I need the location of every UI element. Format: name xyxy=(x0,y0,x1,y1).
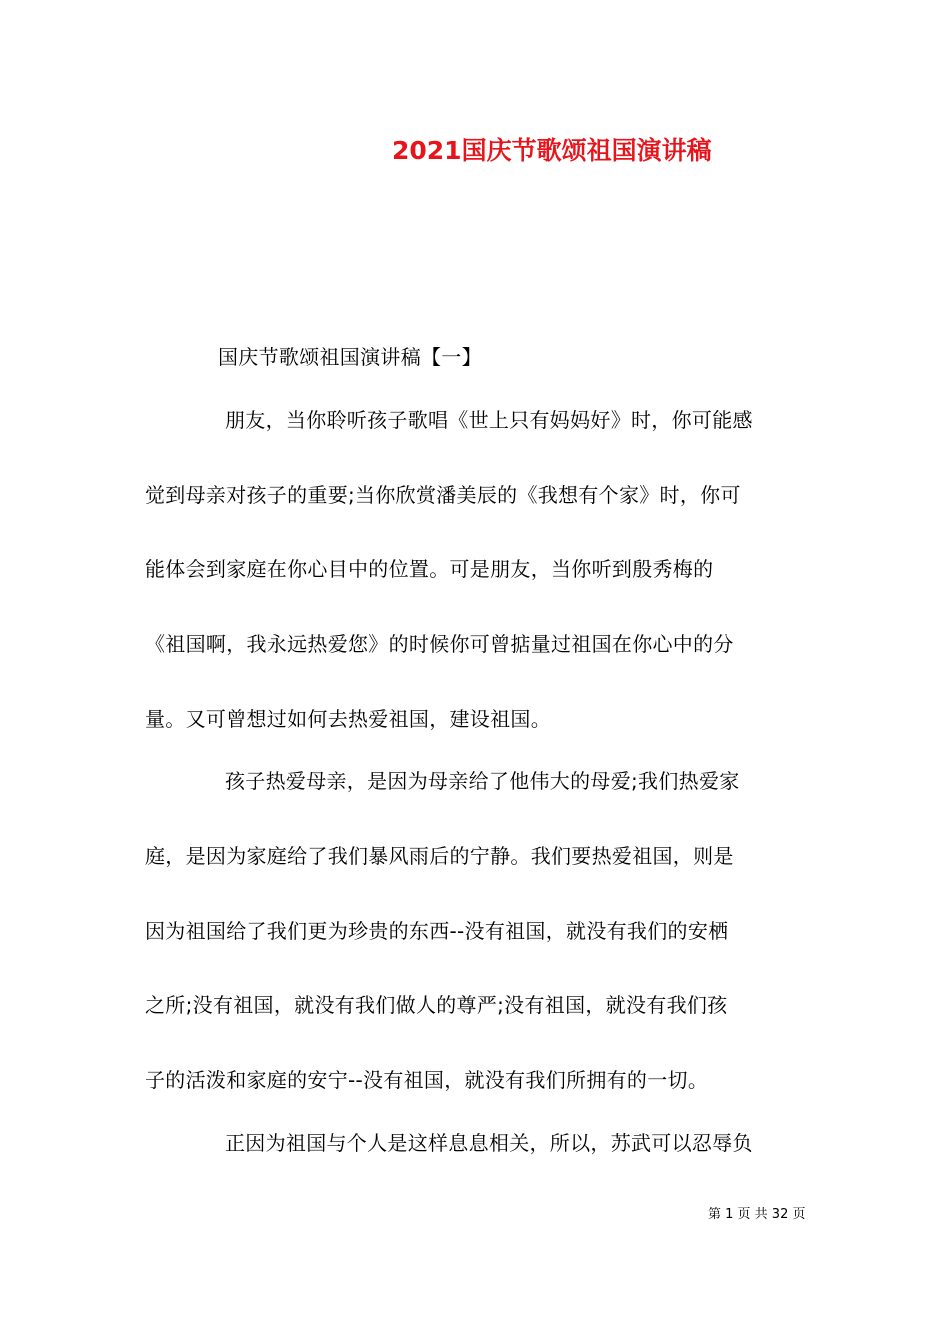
paragraph-line: 孩子热爱母亲，是因为母亲给了他伟大的母爱;我们热爱家 xyxy=(225,769,740,793)
paragraph-line: 能体会到家庭在你心目中的位置。可是朋友，当你听到殷秀梅的 xyxy=(145,557,714,581)
paragraph-line: 觉到母亲对孩子的重要;当你欣赏潘美辰的《我想有个家》时，你可 xyxy=(145,483,741,507)
paragraph-line: 因为祖国给了我们更为珍贵的东西--没有祖国，就没有我们的安栖 xyxy=(145,919,729,943)
paragraph-line: 《祖国啊，我永远热爱您》的时候你可曾掂量过祖国在你心中的分 xyxy=(145,632,734,656)
paragraph-line: 之所;没有祖国，就没有我们做人的尊严;没有祖国，就没有我们孩 xyxy=(145,993,728,1017)
paragraph-line: 正因为祖国与个人是这样息息相关，所以，苏武可以忍辱负 xyxy=(225,1131,753,1155)
paragraph-line: 朋友，当你聆听孩子歌唱《世上只有妈妈好》时，你可能感 xyxy=(225,408,753,432)
page-number: 第 1 页 共 32 页 xyxy=(708,1207,806,1222)
paragraph-line: 子的活泼和家庭的安宁--没有祖国，就没有我们所拥有的一切。 xyxy=(145,1068,709,1092)
paragraph-line: 庭，是因为家庭给了我们暴风雨后的宁静。我们要热爱祖国，则是 xyxy=(145,844,734,868)
document-title: 2021国庆节歌颂祖国演讲稿 xyxy=(392,136,712,165)
paragraph-line: 量。又可曾想过如何去热爱祖国，建设祖国。 xyxy=(145,707,551,731)
section-heading: 国庆节歌颂祖国演讲稿【一】 xyxy=(218,345,482,369)
